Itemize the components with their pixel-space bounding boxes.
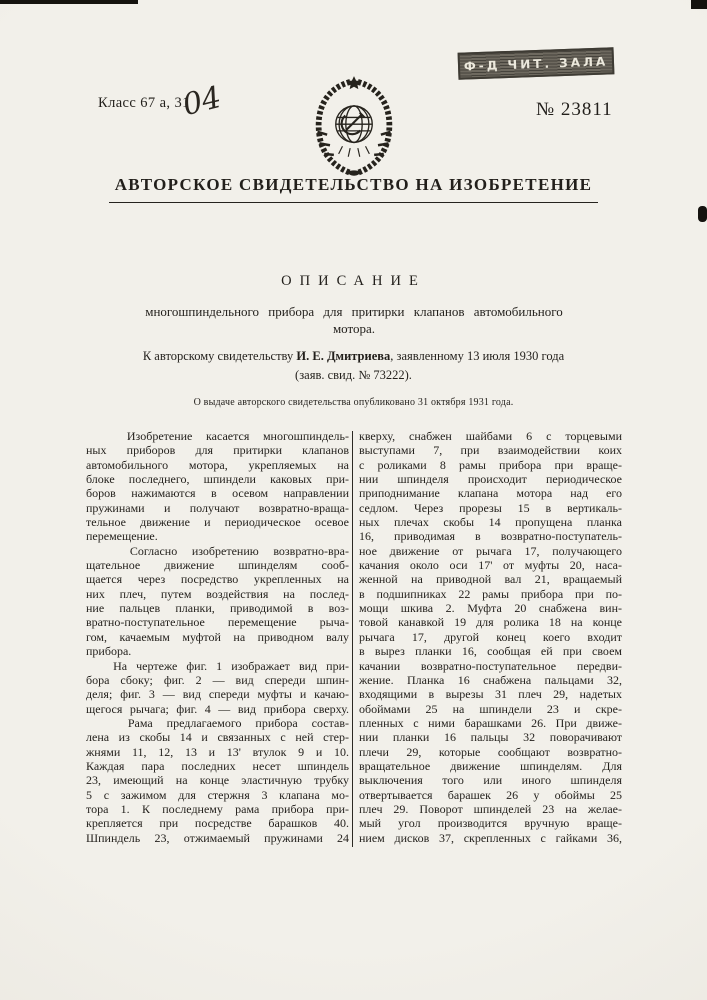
author-name: И. Е. Дмитриева: [296, 349, 391, 363]
document-type-title: АВТОРСКОЕ СВИДЕТЕЛЬСТВО НА ИЗОБРЕТЕНИЕ: [109, 175, 599, 203]
document-title-row: [0, 175, 707, 203]
application-number: (заяв. свид. № 73222).: [295, 368, 412, 382]
soviet-emblem-icon: [306, 76, 402, 180]
scan-artifact-top-bar: [0, 0, 138, 4]
handwritten-mark: 04: [179, 79, 225, 124]
publication-note: О выдаче авторского свидетельства опубликовано 31 октября 1931 года.: [193, 397, 514, 408]
patent-class-label: Класс 67 a, 31: [98, 95, 190, 111]
subtitle-line-1: многошпиндельного прибора для притирки клапанов автомобильного: [145, 304, 563, 319]
section-title: ОПИСАНИЕ: [281, 273, 426, 289]
patent-number: № 23811: [536, 99, 613, 120]
attribution-suffix: , заявленному 13 июля 1930 года: [390, 349, 565, 363]
column-divider: [352, 431, 353, 847]
attribution: [0, 349, 707, 383]
scan-artifact-corner: [691, 0, 707, 9]
invention-subtitle: [94, 303, 614, 337]
body-column-right: кверху, снабжен шайбами 6 с торцевыми выступами 7, при взаимодействии коих с роликами 8 рамы прибора при враще- нии шпинделя происходит периодическое приподнимание клапана мотора над его седлом. Через прорезы 15 в вертикаль- ных плечах скобы 14 пропущена планка 16, приводимая в возвратно-поступатель- ное движение от рычага 17, получающего качания около оси 17' от муфты 20, наса- женной на приводной вал 21, вращаемый в подшипниках 22 рамы прибора при по- мощи шкива 2. Муфта 20 снабжена вин- товой канавкой 19 для ролика 18 на конце рычага 17, другой конец коего входит в вырез планки 16, сообщая ей при своем качании возвратно-поступательное передви- жение. Планка 16 снабжена пальцами 32, входящими в вырезы 31 плеч 29, надетых обоймами 25 на шпиндели 23 и скре- пленных с ними барашками 26. При движе- нии планки 16 пальцы 32 поворачивают плечи 29, которые сообщают возвратно- вращательное движение шпинделям. Для выключения того или иного шпинделя отвертывается барашек 26 у обоймы 25 плеч 29. Поворот шпинделей 23 на желае- мый угол производится вручную враще- нием дисков 37, скрепленных с гайками 36,: [359, 429, 622, 845]
library-stamp-text: Ф-Д ЧИТ. ЗАЛА: [463, 53, 609, 74]
library-stamp: [458, 47, 615, 79]
attribution-prefix: К авторскому свидетельству: [142, 349, 297, 363]
scan-artifact-ink-blot: [698, 206, 707, 222]
body-column-left: Изобретение касается многошпиндель- ных приборов для притирки клапанов автомобильного мотора, укрепляемых на блоке последнего, шпиндели каковых при- боров нажимаются в осевом направлении пружинами и получают возвратно-враща- тельное движение и периодическое осевое перемещение. Согласно изобретению возвратно-вра- щательное движение шпинделям сооб- щается через посредство укрепленных на них плеч, путем воздействия на послед- ние пальцев планки, приводимой в воз- вратно-поступательное перемещение рыча- гом, качаемым муфтой на приводном валу прибора. На чертеже фиг. 1 изображает вид при- бора сбоку; фиг. 2 — вид спереди шпин- деля; фиг. 3 — вид спереди муфты и качаю- щегося рычага; фиг. 4 — вид прибора сверху. Рама предлагаемого прибора состав- лена из скобы 14 и связанных с ней стер- жнями 11, 12, 13 и 13' втулок 9 и 10. Каждая пара последних несет шпиндель 23, имеющий на конце эластичную трубку 5 с зажимом для стержня 3 клапана мо- тора 1. К последнему рама прибора при- крепляется при посредстве барашков 40. Шпиндель 23, отжимаемый пружинами 24: [86, 429, 350, 845]
subtitle-line-2: мотора.: [332, 321, 376, 336]
